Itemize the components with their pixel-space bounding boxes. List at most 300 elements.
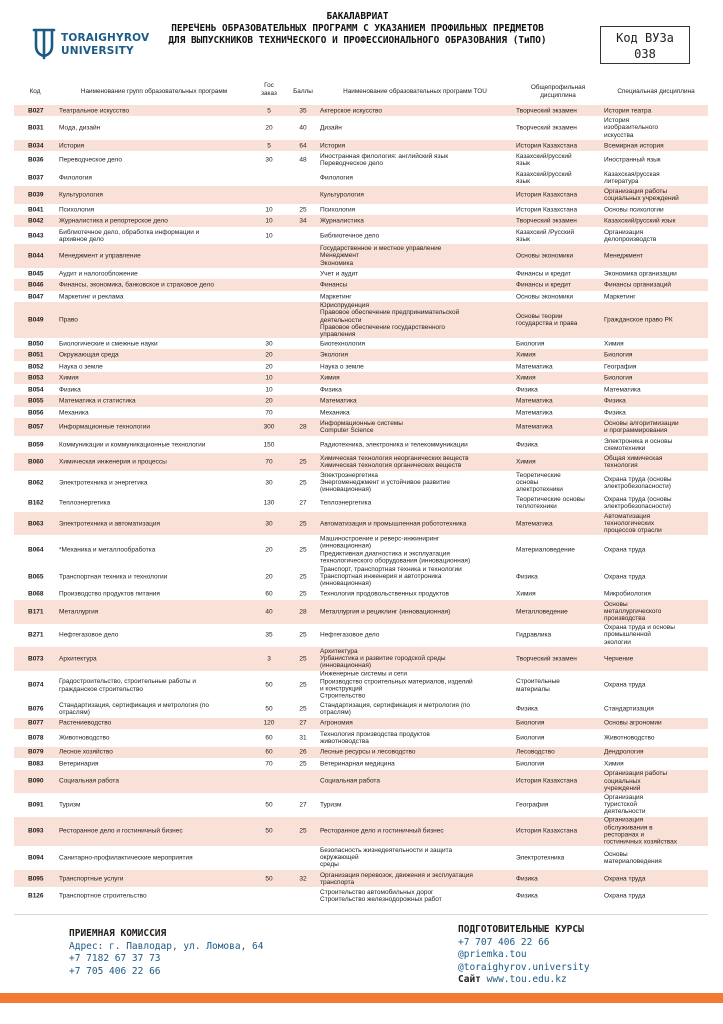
row-program: Маркетинг	[320, 293, 352, 301]
row-code: B046	[28, 281, 44, 289]
title-line-1: БАКАЛАВРИАТ	[326, 11, 389, 22]
row-score: 64	[299, 142, 307, 150]
row-score: 25	[299, 573, 307, 581]
row-special: Стандартизация	[604, 705, 654, 713]
row-code: B044	[28, 252, 44, 260]
row-general: История Казахстана	[516, 191, 578, 199]
row-seats: 50	[265, 681, 273, 689]
row-program: Архитектура Урбанистика и развитие городской среды (инновационная)	[320, 648, 446, 670]
row-code: B068	[28, 590, 44, 598]
row-group: Психология	[59, 206, 95, 214]
row-special: Всемирная история	[604, 142, 664, 150]
row-score: 32	[299, 874, 307, 882]
table-row	[14, 793, 708, 817]
title-line-2: ПЕРЕЧЕНЬ ОБРАЗОВАТЕЛЬНЫХ ПРОГРАММ С УКАЗАНИЕМ ПРОФИЛЬНЫХ ПРЕДМЕТОВ	[171, 23, 544, 34]
table-header	[14, 82, 708, 104]
row-code: B052	[28, 363, 44, 371]
row-score: 28	[299, 608, 307, 616]
table-row	[14, 169, 708, 187]
row-program: Механика	[320, 408, 350, 416]
row-score: 48	[299, 156, 307, 164]
table-row	[14, 887, 708, 905]
row-score: 25	[299, 458, 307, 466]
row-general: Физика	[516, 892, 538, 900]
footer-divider	[14, 914, 708, 915]
row-code: B055	[28, 397, 44, 405]
row-code: B090	[28, 777, 44, 785]
row-special: Животноводство	[604, 734, 655, 742]
row-code: B091	[28, 801, 44, 809]
row-special: Охрана труда (основы электробезопасности)	[604, 475, 672, 490]
social-handle-1[interactable]: @priemka.tou	[458, 949, 527, 960]
col-code: Код	[29, 88, 41, 95]
row-general: Финансы и кредит	[516, 270, 571, 278]
row-group: Театральное искусство	[59, 107, 130, 115]
row-seats: 30	[265, 519, 273, 527]
row-group: Окружающая среда	[59, 351, 119, 359]
table-row	[14, 770, 708, 794]
row-program: Библиотечное дело	[320, 232, 380, 240]
col-program: Наименование образовательных программ TOU	[343, 88, 487, 95]
row-group: Аудит и налогообложение	[59, 270, 138, 278]
row-general: Химия	[516, 374, 536, 382]
row-group: Математика и статистика	[59, 397, 136, 405]
row-special: Основы агрономии	[604, 719, 662, 727]
row-seats: 60	[265, 590, 273, 598]
row-code: B271	[28, 631, 44, 639]
row-general: История Казахстана	[516, 206, 578, 214]
university-code-box	[600, 26, 690, 64]
table-row	[14, 647, 708, 671]
row-general: Математика	[516, 363, 553, 371]
row-group: Наука о земле	[59, 363, 103, 371]
row-special: Маркетинг	[604, 293, 636, 301]
row-program: Филология	[320, 174, 353, 182]
row-special: Физика	[604, 397, 626, 405]
row-program: Радиотехника, электроника и телекоммуникации	[320, 440, 468, 448]
row-special: Биология	[604, 374, 633, 382]
row-program: Финансы	[320, 281, 348, 289]
table-row	[14, 291, 708, 302]
row-code: B037	[28, 174, 44, 182]
row-special: Дендрология	[604, 748, 644, 756]
row-program: Нефтегазовое дело	[320, 631, 380, 639]
row-group: Стандартизация, сертификация и метрология (по отраслям)	[59, 701, 210, 716]
row-score: 31	[299, 734, 307, 742]
row-group: Мода, дизайн	[59, 124, 101, 132]
row-score: 25	[299, 681, 307, 689]
row-special: Химия	[604, 340, 624, 348]
row-seats: 30	[265, 156, 273, 164]
row-group: Металлургия	[59, 608, 99, 616]
row-seats: 120	[263, 719, 275, 727]
courses-contacts	[458, 924, 590, 987]
col-score: Баллы	[293, 88, 313, 95]
row-code: B042	[28, 217, 44, 225]
row-general: Биология	[516, 340, 545, 348]
row-seats: 150	[263, 440, 275, 448]
row-program: Транспорт, транспортная техника и технологии Транспортная инженерия и автотроника (инновационная)	[320, 565, 462, 588]
row-group: Растениеводство	[59, 719, 112, 727]
row-general: Творческий экзамен	[516, 655, 577, 663]
row-program: Туризм	[320, 801, 342, 809]
row-seats: 50	[265, 705, 273, 713]
row-code: B162	[28, 499, 44, 507]
row-general: Финансы и кредит	[516, 281, 571, 289]
row-seats: 10	[265, 206, 273, 214]
row-special: Финансы организаций	[604, 281, 671, 289]
table-row	[14, 846, 708, 870]
table-row	[14, 384, 708, 395]
row-special: Охрана труда	[604, 892, 646, 900]
social-handle-2[interactable]: @toraighyrov.university	[458, 961, 590, 973]
row-general: Физика	[516, 573, 538, 581]
row-program: Строительство автомобильных дорог Строительство железнодорожных работ	[320, 888, 442, 904]
row-special: Автоматизация технологических процессов отрасли	[604, 512, 662, 535]
row-program: Химическая технология неорганических веществ Химическая технология органических веществ	[320, 454, 469, 470]
row-general: Математика	[516, 397, 553, 405]
table-row	[14, 588, 708, 599]
row-group: Электротехника и энергетика	[59, 478, 148, 486]
row-special: География	[604, 363, 637, 371]
table-row	[14, 338, 708, 349]
row-seats: 20	[265, 397, 273, 405]
row-group: Информационные технологии	[59, 423, 150, 431]
row-program: Химия	[320, 374, 340, 382]
row-program: История	[320, 142, 346, 150]
row-group: Биологические и смежные науки	[59, 340, 158, 348]
col-seats: Гос заказ	[261, 82, 277, 97]
row-score: 25	[299, 827, 307, 835]
row-general: Лесоводство	[516, 748, 555, 756]
row-general: Биология	[516, 734, 545, 742]
row-group: Туризм	[59, 801, 81, 809]
row-program: Учет и аудит	[320, 270, 359, 278]
row-program: Иностранная филология: английский язык Переводческое дело	[320, 153, 449, 168]
row-special: Охрана труда	[604, 874, 646, 882]
row-code: B171	[28, 608, 44, 616]
row-special: Основы психологии	[604, 206, 664, 214]
row-general: Физика	[516, 874, 538, 882]
row-group: Журналистика и репортерское дело	[59, 217, 168, 225]
col-general: Общепрофильная дисциплина	[530, 84, 586, 99]
row-special: Организация работы социальных учреждений	[604, 188, 679, 203]
row-general: Теоретические основы электротехники	[516, 471, 563, 494]
row-seats: 50	[265, 801, 273, 809]
row-score: 25	[299, 655, 307, 663]
row-special: Биология	[604, 351, 633, 359]
row-seats: 70	[265, 408, 273, 416]
row-program: Автоматизация и промышленная робототехника	[320, 519, 467, 527]
row-seats: 20	[265, 124, 273, 132]
row-special: Организация делопроизводств	[604, 228, 657, 243]
row-general: Математика	[516, 423, 553, 431]
row-program: Ветеринарная медицина	[320, 760, 395, 768]
row-general: Основы экономики	[516, 293, 574, 301]
row-general: Творческий экзамен	[516, 107, 577, 115]
row-group: Транспортные услуги	[59, 874, 124, 882]
row-code: B041	[28, 206, 44, 214]
row-group: Физика	[59, 385, 81, 393]
table-row	[14, 624, 708, 648]
row-score: 27	[299, 499, 307, 507]
site-link[interactable]: www.tou.edu.kz	[486, 974, 567, 985]
university-name-line1: TORAIGHYROV	[61, 32, 150, 44]
row-code: B054	[28, 385, 44, 393]
row-program: Актерское искусство	[320, 107, 383, 115]
row-code: B083	[28, 760, 44, 768]
row-program: Электроэнергетика Энергоменеджмент и устойчивое развитие (инновационная)	[320, 471, 450, 494]
row-program: Инженерные системы и сети Производство строительных материалов, изделий и конструкций Строительство	[320, 670, 473, 700]
table-row	[14, 512, 708, 536]
row-score: 27	[299, 719, 307, 727]
row-special: История театра	[604, 107, 652, 115]
table-row	[14, 453, 708, 471]
row-code: B063	[28, 519, 44, 527]
page-title	[145, 11, 570, 47]
row-seats: 35	[265, 631, 273, 639]
row-seats: 5	[267, 142, 271, 150]
row-general: Химия	[516, 351, 536, 359]
row-seats: 5	[267, 107, 271, 115]
row-special: Экономика организации	[604, 270, 677, 278]
row-code: B036	[28, 156, 44, 164]
row-program: Математика	[320, 397, 357, 405]
row-special: Организация туристской деятельности	[604, 794, 646, 816]
row-score: 25	[299, 631, 307, 639]
row-group: Переводческое дело	[59, 156, 123, 164]
row-general: Биология	[516, 719, 545, 727]
row-general: Творческий экзамен	[516, 217, 577, 225]
row-code: B073	[28, 655, 44, 663]
row-program: Наука о земле	[320, 363, 364, 371]
row-code: B045	[28, 270, 44, 278]
row-general: Физика	[516, 705, 538, 713]
row-group: Электротехника и автоматизация	[59, 519, 160, 527]
admission-phone-1[interactable]: +7 7182 67 37 73	[69, 953, 161, 964]
row-general: География	[516, 801, 549, 809]
table-row	[14, 140, 708, 151]
row-general: История Казахстана	[516, 142, 578, 150]
university-name-line2: UNIVERSITY	[61, 45, 134, 57]
row-seats: 30	[265, 340, 273, 348]
row-code: B027	[28, 107, 44, 115]
row-general: История Казахстана	[516, 827, 578, 835]
row-group: Коммуникации и коммуникационные технологии	[59, 440, 206, 448]
row-special: Основы материаловедения	[604, 850, 662, 866]
row-program: Социальная работа	[320, 777, 380, 785]
row-group: Теплоэнергетика	[59, 499, 111, 507]
courses-title: ПОДГОТОВИТЕЛЬНЫЕ КУРСЫ	[458, 924, 584, 935]
row-score: 25	[299, 478, 307, 486]
row-general: Математика	[516, 408, 553, 416]
row-group: Транспортная техника и технологии	[59, 573, 168, 581]
row-code: B049	[28, 316, 44, 324]
row-special: Гражданское право РК	[604, 316, 673, 324]
row-seats: 10	[265, 217, 273, 225]
row-program: Стандартизация, сертификация и метрология (по отраслям)	[320, 701, 471, 716]
row-score: 34	[299, 217, 307, 225]
row-group: Право	[59, 316, 78, 324]
admission-title: ПРИЕМНАЯ КОМИССИЯ	[69, 928, 167, 939]
row-group: Лесное хозяйство	[59, 748, 113, 756]
row-special: Казахская/русская литература	[604, 170, 660, 185]
row-program: Машиностроение и реверс-инжиниринг (инновационная) Предиктивная диагностика и эксплуатация технологического оборудования (инновационная)	[320, 535, 471, 565]
table-row	[14, 817, 708, 847]
table-row	[14, 268, 708, 279]
row-code: B053	[28, 374, 44, 382]
row-group: Градостроительство, строительные работы и гражданское строительство	[59, 678, 196, 693]
row-code: B065	[28, 573, 44, 581]
row-general: Творческий экзамен	[516, 124, 577, 132]
row-general: Математика	[516, 519, 553, 527]
row-group: Производство продуктов питания	[59, 590, 160, 598]
row-general: Гидравлика	[516, 631, 552, 639]
row-group: Животноводство	[59, 734, 110, 742]
table-row	[14, 395, 708, 406]
row-code: B079	[28, 748, 44, 756]
row-program: Биотехнология	[320, 340, 366, 348]
header	[0, 0, 723, 76]
row-group: История	[59, 142, 85, 150]
admission-phone-2[interactable]: +7 705 406 22 66	[69, 965, 161, 977]
row-general: Физика	[516, 385, 538, 393]
logo-mark-icon	[30, 26, 58, 62]
row-special: Охрана труда	[604, 573, 646, 581]
row-code: B031	[28, 124, 44, 132]
row-group: Санитарно-профилактические мероприятия	[59, 854, 193, 862]
row-seats: 20	[265, 363, 273, 371]
row-score: 25	[299, 590, 307, 598]
row-group: Ветеринария	[59, 760, 99, 768]
row-code: B051	[28, 351, 44, 359]
row-group: Химия	[59, 374, 79, 382]
row-score: 25	[299, 206, 307, 214]
row-group: Культурология	[59, 191, 103, 199]
row-general: Строительные материалы	[516, 678, 560, 693]
table-row	[14, 244, 708, 268]
row-code: B076	[28, 705, 44, 713]
row-program: Безопасность жизнедеятельности и защита окружающей среды	[320, 847, 453, 869]
table-row	[14, 565, 708, 589]
row-seats: 70	[265, 458, 273, 466]
row-general: История Казахстана	[516, 777, 578, 785]
row-program: Журналистика	[320, 217, 364, 225]
row-group: Архитектура	[59, 655, 97, 663]
row-special: Основы алгоритмизации и программирования	[604, 419, 679, 435]
row-code: B034	[28, 142, 44, 150]
table-row	[14, 471, 708, 495]
table-row	[14, 729, 708, 747]
row-program: Агрономия	[320, 719, 353, 727]
row-seats: 10	[265, 232, 273, 240]
table-row	[14, 436, 708, 454]
row-general: Биология	[516, 760, 545, 768]
table-row	[14, 349, 708, 360]
row-program: Лесные ресурсы и лесоводство	[320, 748, 416, 756]
table-row	[14, 407, 708, 418]
table-row	[14, 227, 708, 245]
table-row	[14, 186, 708, 204]
col-group: Наименование групп образовательных программ	[80, 88, 228, 95]
table-row	[14, 700, 708, 718]
row-special: Менеджмент	[604, 252, 643, 260]
row-program: Экология	[320, 351, 349, 359]
row-code: B039	[28, 191, 44, 199]
table-row	[14, 535, 708, 565]
row-general: Теоретические основы теплотехники	[516, 495, 585, 511]
courses-phone[interactable]: +7 707 406 22 66	[458, 936, 550, 948]
row-code: B057	[28, 423, 44, 431]
table-row	[14, 494, 708, 512]
row-code: B050	[28, 340, 44, 348]
table-row	[14, 600, 708, 624]
row-code: B093	[28, 827, 44, 835]
programs-table	[14, 105, 708, 905]
row-code: B060	[28, 458, 44, 466]
table-row	[14, 151, 708, 169]
row-special: Микробиология	[604, 590, 651, 598]
row-special: Иностранный язык	[604, 156, 661, 164]
row-special: Охрана труда (основы электробезопасности)	[604, 495, 672, 511]
table-row	[14, 372, 708, 383]
row-group: Механика	[59, 408, 89, 416]
row-general: Казахский /Русский язык	[516, 228, 575, 243]
row-seats: 60	[265, 734, 273, 742]
row-code: B126	[28, 892, 44, 900]
row-score: 28	[299, 423, 307, 431]
table-row	[14, 215, 708, 226]
row-group: Нефтегазовое дело	[59, 631, 119, 639]
row-seats: 50	[265, 874, 273, 882]
row-group: Филология	[59, 174, 92, 182]
site-label: Сайт	[458, 974, 481, 985]
row-seats: 20	[265, 573, 273, 581]
row-group: *Механика и металлообработка	[59, 546, 156, 554]
row-group: Маркетинг и реклама	[59, 293, 124, 301]
row-program: Государственное и местное управление Менеджмент Экономика	[320, 245, 442, 267]
row-general: Основы экономики	[516, 252, 574, 260]
row-seats: 10	[265, 374, 273, 382]
row-group: Транспортное строительство	[59, 892, 147, 900]
row-general: Казахский/русский язык	[516, 153, 572, 168]
row-seats: 30	[265, 478, 273, 486]
row-special: Химия	[604, 760, 624, 768]
row-seats: 300	[263, 423, 275, 431]
row-program: Культурология	[320, 191, 364, 199]
row-program: Физика	[320, 385, 342, 393]
table-row	[14, 361, 708, 372]
row-special: Электроника и основы схемотехники	[604, 437, 673, 452]
row-code: B077	[28, 719, 44, 727]
table-row	[14, 105, 708, 116]
title-line-3: ДЛЯ ВЫПУСКНИКОВ ТЕХНИЧЕСКОГО И ПРОФЕССИОНАЛЬНОГО ОБРАЗОВАНИЯ (ТиПО)	[168, 35, 547, 46]
row-code: B094	[28, 854, 44, 862]
row-program: Организация перевозок, движения и эксплуатация транспорта	[320, 871, 473, 886]
row-group: Финансы, экономика, банковское и страховое дело	[59, 281, 214, 289]
row-special: Черчение	[604, 655, 634, 663]
row-program: Теплоэнергетика	[320, 499, 372, 507]
row-seats: 10	[265, 385, 273, 393]
row-special: Организация обслуживания в ресторанах и гостиничных хозяйствах	[604, 817, 677, 846]
row-seats: 3	[267, 655, 271, 663]
row-seats: 60	[265, 748, 273, 756]
row-code: B047	[28, 293, 44, 301]
row-group: Библиотечное дело, обработка информации и архивное дело	[59, 228, 200, 243]
table-row	[14, 204, 708, 215]
row-code: B074	[28, 681, 44, 689]
row-seats: 70	[265, 760, 273, 768]
